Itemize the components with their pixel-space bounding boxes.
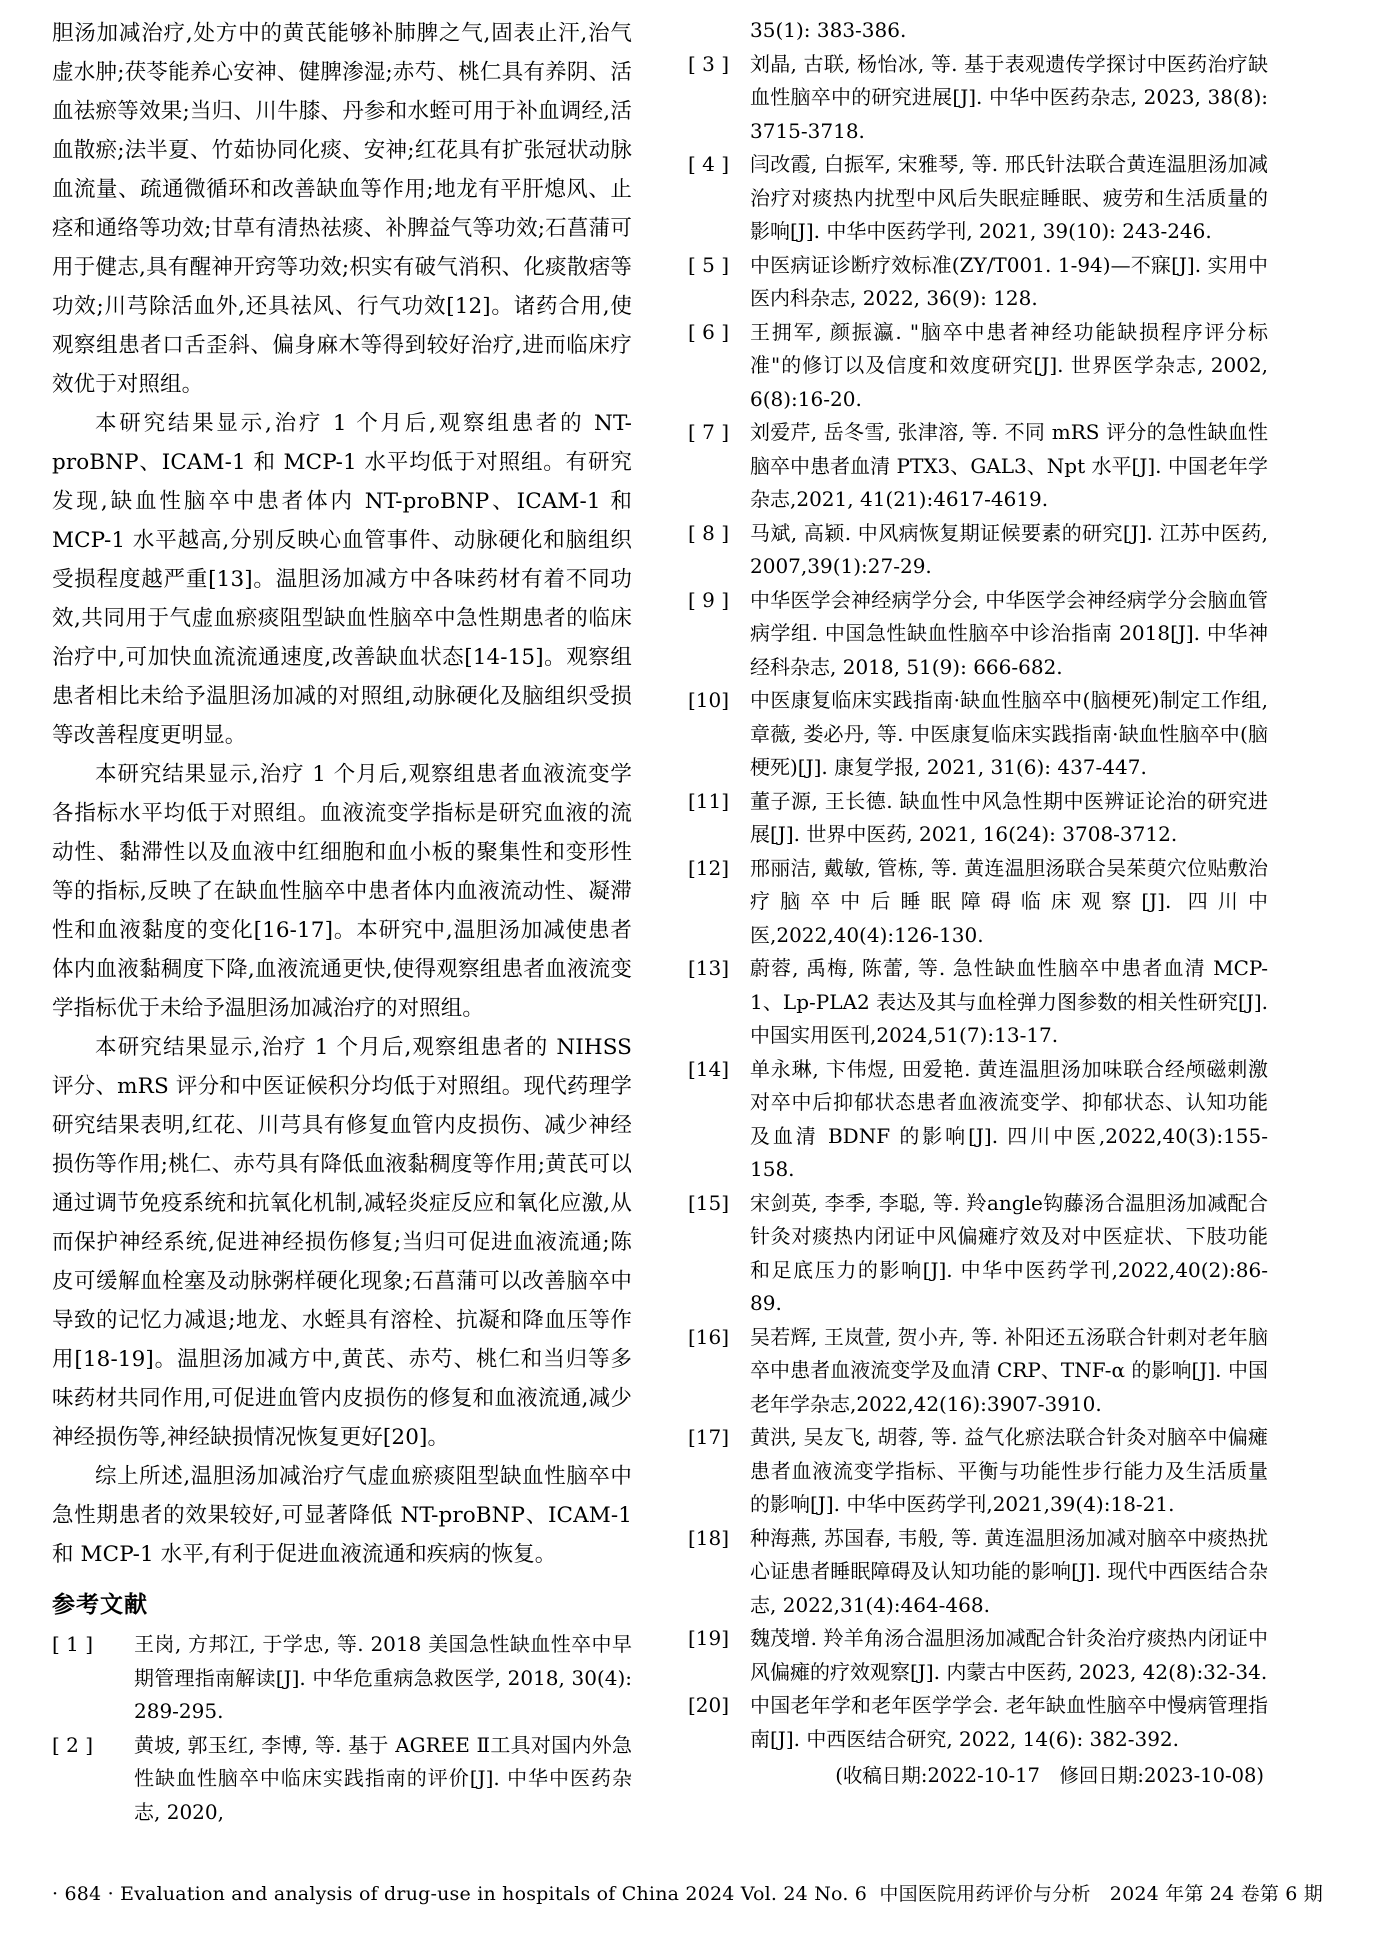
- reference-item: [688, 48, 1268, 149]
- reference-number: [15]: [688, 1190, 730, 1215]
- body-paragraph: 本研究结果显示,治疗 1 个月后,观察组患者血液流变学各指标水平均低于对照组。血液流变学指标是研究血液的流动性、黏滞性以及血液中红细胞和血小板的聚集性和变形性等的指标,反映了在缺血性脑卒中患者体内血液流动性、凝滞性和血液黏度的变化[16-17]。本研究中,温胆汤加减使患者体内血液黏稠度下降,血液流通更快,使得观察组患者血液流变学指标优于未给予温胆汤加减治疗的对照组。: [52, 762, 632, 1021]
- body-paragraph: 胆汤加减治疗,处方中的黄芪能够补肺脾之气,固表止汗,治气虚水肿;茯苓能养心安神、健脾渗湿;赤芍、桃仁具有养阴、活血祛瘀等效果;当归、川牛膝、丹参和水蛭可用于补血调经,活血散瘀;法半夏、竹茹协同化痰、安神;红花具有扩张冠状动脉血流量、疏通微循环和改善缺血等作用;地龙有平肝熄风、止痉和通络等功效;甘草有清热祛痰、补脾益气等功效;石菖蒲可用于健志,具有醒神开窍等功效;枳实有破气消积、化痰散痞等功效;川芎除活血外,还具祛风、行气功效[12]。诸药合用,使观察组患者口舌歪斜、偏身麻木等得到较好治疗,进而临床疗效优于对照组。: [52, 21, 632, 397]
- reference-item: [688, 852, 1268, 953]
- reference-number: [ 2 ]: [52, 1732, 94, 1757]
- reference-item: [688, 1321, 1268, 1422]
- reference-text: 黄坡, 郭玉红, 李博, 等. 基于 AGREE Ⅱ工具对国内外急性缺血性脑卒中临床实践指南的评价[J]. 中华中医药杂志, 2020,: [134, 1732, 632, 1824]
- reference-text: 中华医学会神经病学分会, 中华医学会神经病学分会脑血管病学组. 中国急性缺血性脑卒中诊治指南 2018[J]. 中华神经科杂志, 2018, 51(9): 666-682.: [750, 587, 1268, 679]
- reference-number: [ 7 ]: [688, 420, 730, 444]
- footer-left-text: · 684 · Evaluation and analysis of drug-use in hospitals of China 2024 Vol. 24 No. 6: [52, 1883, 868, 1905]
- reference-item: [688, 1622, 1268, 1689]
- reference-text: 刘晶, 古联, 杨怡冰, 等. 基于表观遗传学探讨中医药治疗缺血性脑卒中的研究进展[J]. 中华中医药杂志, 2023, 38(8): 3715-3718.: [750, 51, 1268, 143]
- reference-number: [ 6 ]: [688, 319, 730, 344]
- reference-text: 马斌, 高颖. 中风病恢复期证候要素的研究[J]. 江苏中医药, 2007,39(1):27-29.: [750, 520, 1268, 578]
- reference-number: [ 9 ]: [688, 587, 730, 612]
- reference-item: [688, 416, 1268, 517]
- reference-item: [688, 1689, 1268, 1756]
- reference-item: [52, 1729, 632, 1830]
- reference-number: [14]: [688, 1056, 730, 1081]
- reference-number: [ 5 ]: [688, 252, 730, 277]
- body-paragraph: 本研究结果显示,治疗 1 个月后,观察组患者的 NIHSS 评分、mRS 评分和中医证候积分均低于对照组。现代药理学研究结果表明,红花、川芎具有修复血管内皮损伤、减少神经损伤等作用;桃仁、赤芍具有降低血液黏稠度等作用;黄芪可以通过调节免疫系统和抗氧化机制,减轻炎症反应和氧化应激,从而保护神经系统,促进神经损伤修复;当归可促进血液流通;陈皮可缓解血栓塞及动脉粥样硬化现象;石菖蒲可以改善脑卒中导致的记忆力减退;地龙、水蛭具有溶栓、抗凝和降血压等作用[18-19]。温胆汤加减方中,黄芪、赤芍、桃仁和当归等多味药材共同作用,可促进血管内皮损伤的修复和血液流通,减少神经损伤等,神经缺损情况恢复更好[20]。: [52, 1035, 632, 1450]
- references-list-left: [52, 1628, 632, 1829]
- references-list-right: [688, 48, 1268, 1757]
- reference-text: 董子源, 王长德. 缺血性中风急性期中医辨证论治的研究进展[J]. 世界中医药, 2021, 16(24): 3708-3712.: [750, 788, 1268, 846]
- reference-number: [12]: [688, 855, 730, 880]
- reference-item: [688, 148, 1268, 249]
- reference-item: [688, 684, 1268, 785]
- reference-item: [688, 249, 1268, 316]
- body-paragraph: 本研究结果显示,治疗 1 个月后,观察组患者的 NT-proBNP、ICAM-1 和 MCP-1 水平均低于对照组。有研究发现,缺血性脑卒中患者体内 NT-proBNP、ICAM-1 和 MCP-1 水平越高,分别反映心血管事件、动脉硬化和脑组织受损程度越严重[13]。温胆汤加减方中各味药材有着不同功效,共同用于气虚血瘀痰阻型缺血性脑卒中急性期患者的临床治疗中,可加快血流流通速度,改善缺血状态[14-15]。观察组患者相比未给予温胆汤加减的对照组,动脉硬化及脑组织受损等改善程度更明显。: [52, 411, 632, 748]
- reference-item: [688, 1522, 1268, 1623]
- reference-item: [688, 1053, 1268, 1187]
- references-heading: 参考文献: [52, 1591, 148, 1618]
- reference-number: [19]: [688, 1626, 730, 1650]
- reference-text: 蔚蓉, 禹梅, 陈蕾, 等. 急性缺血性脑卒中患者血清 MCP-1、Lp-PLA2 表达及其与血栓弹力图参数的相关性研究[J]. 中国实用医刊,2024,51(7):13-17.: [750, 956, 1268, 1047]
- reference-number: [ 1 ]: [52, 1632, 94, 1656]
- reference-item: [688, 517, 1268, 584]
- reference-text: 王岗, 方邦江, 于学忠, 等. 2018 美国急性缺血性卒中早期管理指南解读[J]. 中华危重病急救医学, 2018, 30(4): 289-295.: [134, 1632, 632, 1723]
- right-column: [688, 14, 1268, 1804]
- reference-item: [688, 316, 1268, 417]
- reference-number: [20]: [688, 1693, 730, 1717]
- body-paragraph: 综上所述,温胆汤加减治疗气虚血瘀痰阻型缺血性脑卒中急性期患者的效果较好,可显著降低 NT-proBNP、ICAM-1 和 MCP-1 水平,有利于促进血液流通和疾病的恢复。: [52, 1464, 632, 1567]
- reference-text: 单永琳, 卞伟煜, 田爱艳. 黄连温胆汤加味联合经颅磁刺激对卒中后抑郁状态患者血液流变学、抑郁状态、认知功能及血清 BDNF 的影响[J]. 四川中医,2022,40(3):155-158.: [750, 1056, 1268, 1181]
- left-column: [52, 14, 632, 1824]
- reference-continuation: [688, 14, 1268, 48]
- reference-text: 35(1): 383-386.: [750, 18, 907, 42]
- reference-text: 王拥军, 颜振瀛. "脑卒中患者神经功能缺损程序评分标准"的修订以及信度和效度研究[J]. 世界医学杂志, 2002, 6(8):16-20.: [750, 319, 1268, 411]
- received-revised-date: (收稿日期:2022-10-17 修回日期:2023-10-08): [835, 1764, 1264, 1787]
- reference-text: 中医康复临床实践指南·缺血性脑卒中(脑梗死)制定工作组, 章薇, 娄必丹, 等. 中医康复临床实践指南·缺血性脑卒中(脑梗死)[J]. 康复学报, 2021, 31(6): 437-447.: [750, 688, 1268, 779]
- reference-number: [16]: [688, 1324, 730, 1349]
- reference-text: 宋剑英, 李季, 李聪, 等. 羚angle钩藤汤合温胆汤加减配合针灸对痰热内闭证中风偏瘫疗效及对中医症状、下肢功能和足底压力的影响[J]. 中华中医药学刊,2022,40(2):86-89.: [750, 1190, 1268, 1315]
- reference-number: [13]: [688, 956, 730, 980]
- page-footer: [52, 1879, 1323, 1906]
- reference-text: 邢丽洁, 戴敏, 管栋, 等. 黄连温胆汤联合吴茱萸穴位贴敷治疗脑卒中后睡眠障碍临床观察[J]. 四川中医,2022,40(4):126-130.: [750, 855, 1268, 947]
- reference-text: 吴若辉, 王岚萱, 贺小卉, 等. 补阳还五汤联合针刺对老年脑卒中患者血液流变学及血清 CRP、TNF-α 的影响[J]. 中国老年学杂志,2022,42(16):3907-3910.: [750, 1324, 1268, 1416]
- reference-number: [18]: [688, 1525, 730, 1550]
- reference-item: [688, 785, 1268, 852]
- reference-text: 闫改霞, 白振军, 宋雅琴, 等. 邢氏针法联合黄连温胆汤加减治疗对痰热内扰型中风后失眠症睡眠、疲劳和生活质量的影响[J]. 中华中医药学刊, 2021, 39(10): 243-246.: [750, 152, 1268, 243]
- reference-number: [17]: [688, 1425, 730, 1449]
- reference-text: 中医病证诊断疗效标准(ZY/T001. 1-94)—不寐[J]. 实用中医内科杂志, 2022, 36(9): 128.: [750, 252, 1268, 310]
- reference-item: [688, 584, 1268, 685]
- reference-number: [10]: [688, 688, 730, 712]
- reference-text: 种海燕, 苏国春, 韦般, 等. 黄连温胆汤加减对脑卒中痰热扰心证患者睡眠障碍及认知功能的影响[J]. 现代中西医结合杂志, 2022,31(4):464-468.: [750, 1525, 1268, 1617]
- two-column-layout: [52, 14, 1323, 1824]
- reference-item: [52, 1628, 632, 1729]
- reference-number: [ 8 ]: [688, 520, 730, 545]
- reference-number-placeholder: [688, 14, 750, 48]
- reference-text: 黄洪, 吴友飞, 胡蓉, 等. 益气化瘀法联合针灸对脑卒中偏瘫患者血液流变学指标、平衡与功能性步行能力及生活质量的影响[J]. 中华中医药学刊,2021,39(4):18-21.: [750, 1425, 1268, 1516]
- reference-item: [688, 1421, 1268, 1522]
- reference-number: [ 3 ]: [688, 51, 730, 76]
- reference-item: [688, 952, 1268, 1053]
- reference-text: 刘爱芹, 岳冬雪, 张津溶, 等. 不同 mRS 评分的急性缺血性脑卒中患者血清 PTX3、GAL3、Npt 水平[J]. 中国老年学杂志,2021, 41(21):4617-4619.: [750, 420, 1268, 511]
- reference-number: [ 4 ]: [688, 152, 730, 176]
- footer-right-text: 中国医院用药评价与分析 2024 年第 24 卷第 6 期: [879, 1883, 1323, 1905]
- reference-text: 中国老年学和老年医学学会. 老年缺血性脑卒中慢病管理指南[J]. 中西医结合研究, 2022, 14(6): 382-392.: [750, 1693, 1268, 1751]
- reference-item: [688, 1187, 1268, 1321]
- reference-number: [11]: [688, 788, 730, 813]
- reference-text: 魏茂增. 羚羊角汤合温胆汤加减配合针灸治疗痰热内闭证中风偏瘫的疗效观察[J]. 内蒙古中医药, 2023, 42(8):32-34.: [750, 1626, 1268, 1684]
